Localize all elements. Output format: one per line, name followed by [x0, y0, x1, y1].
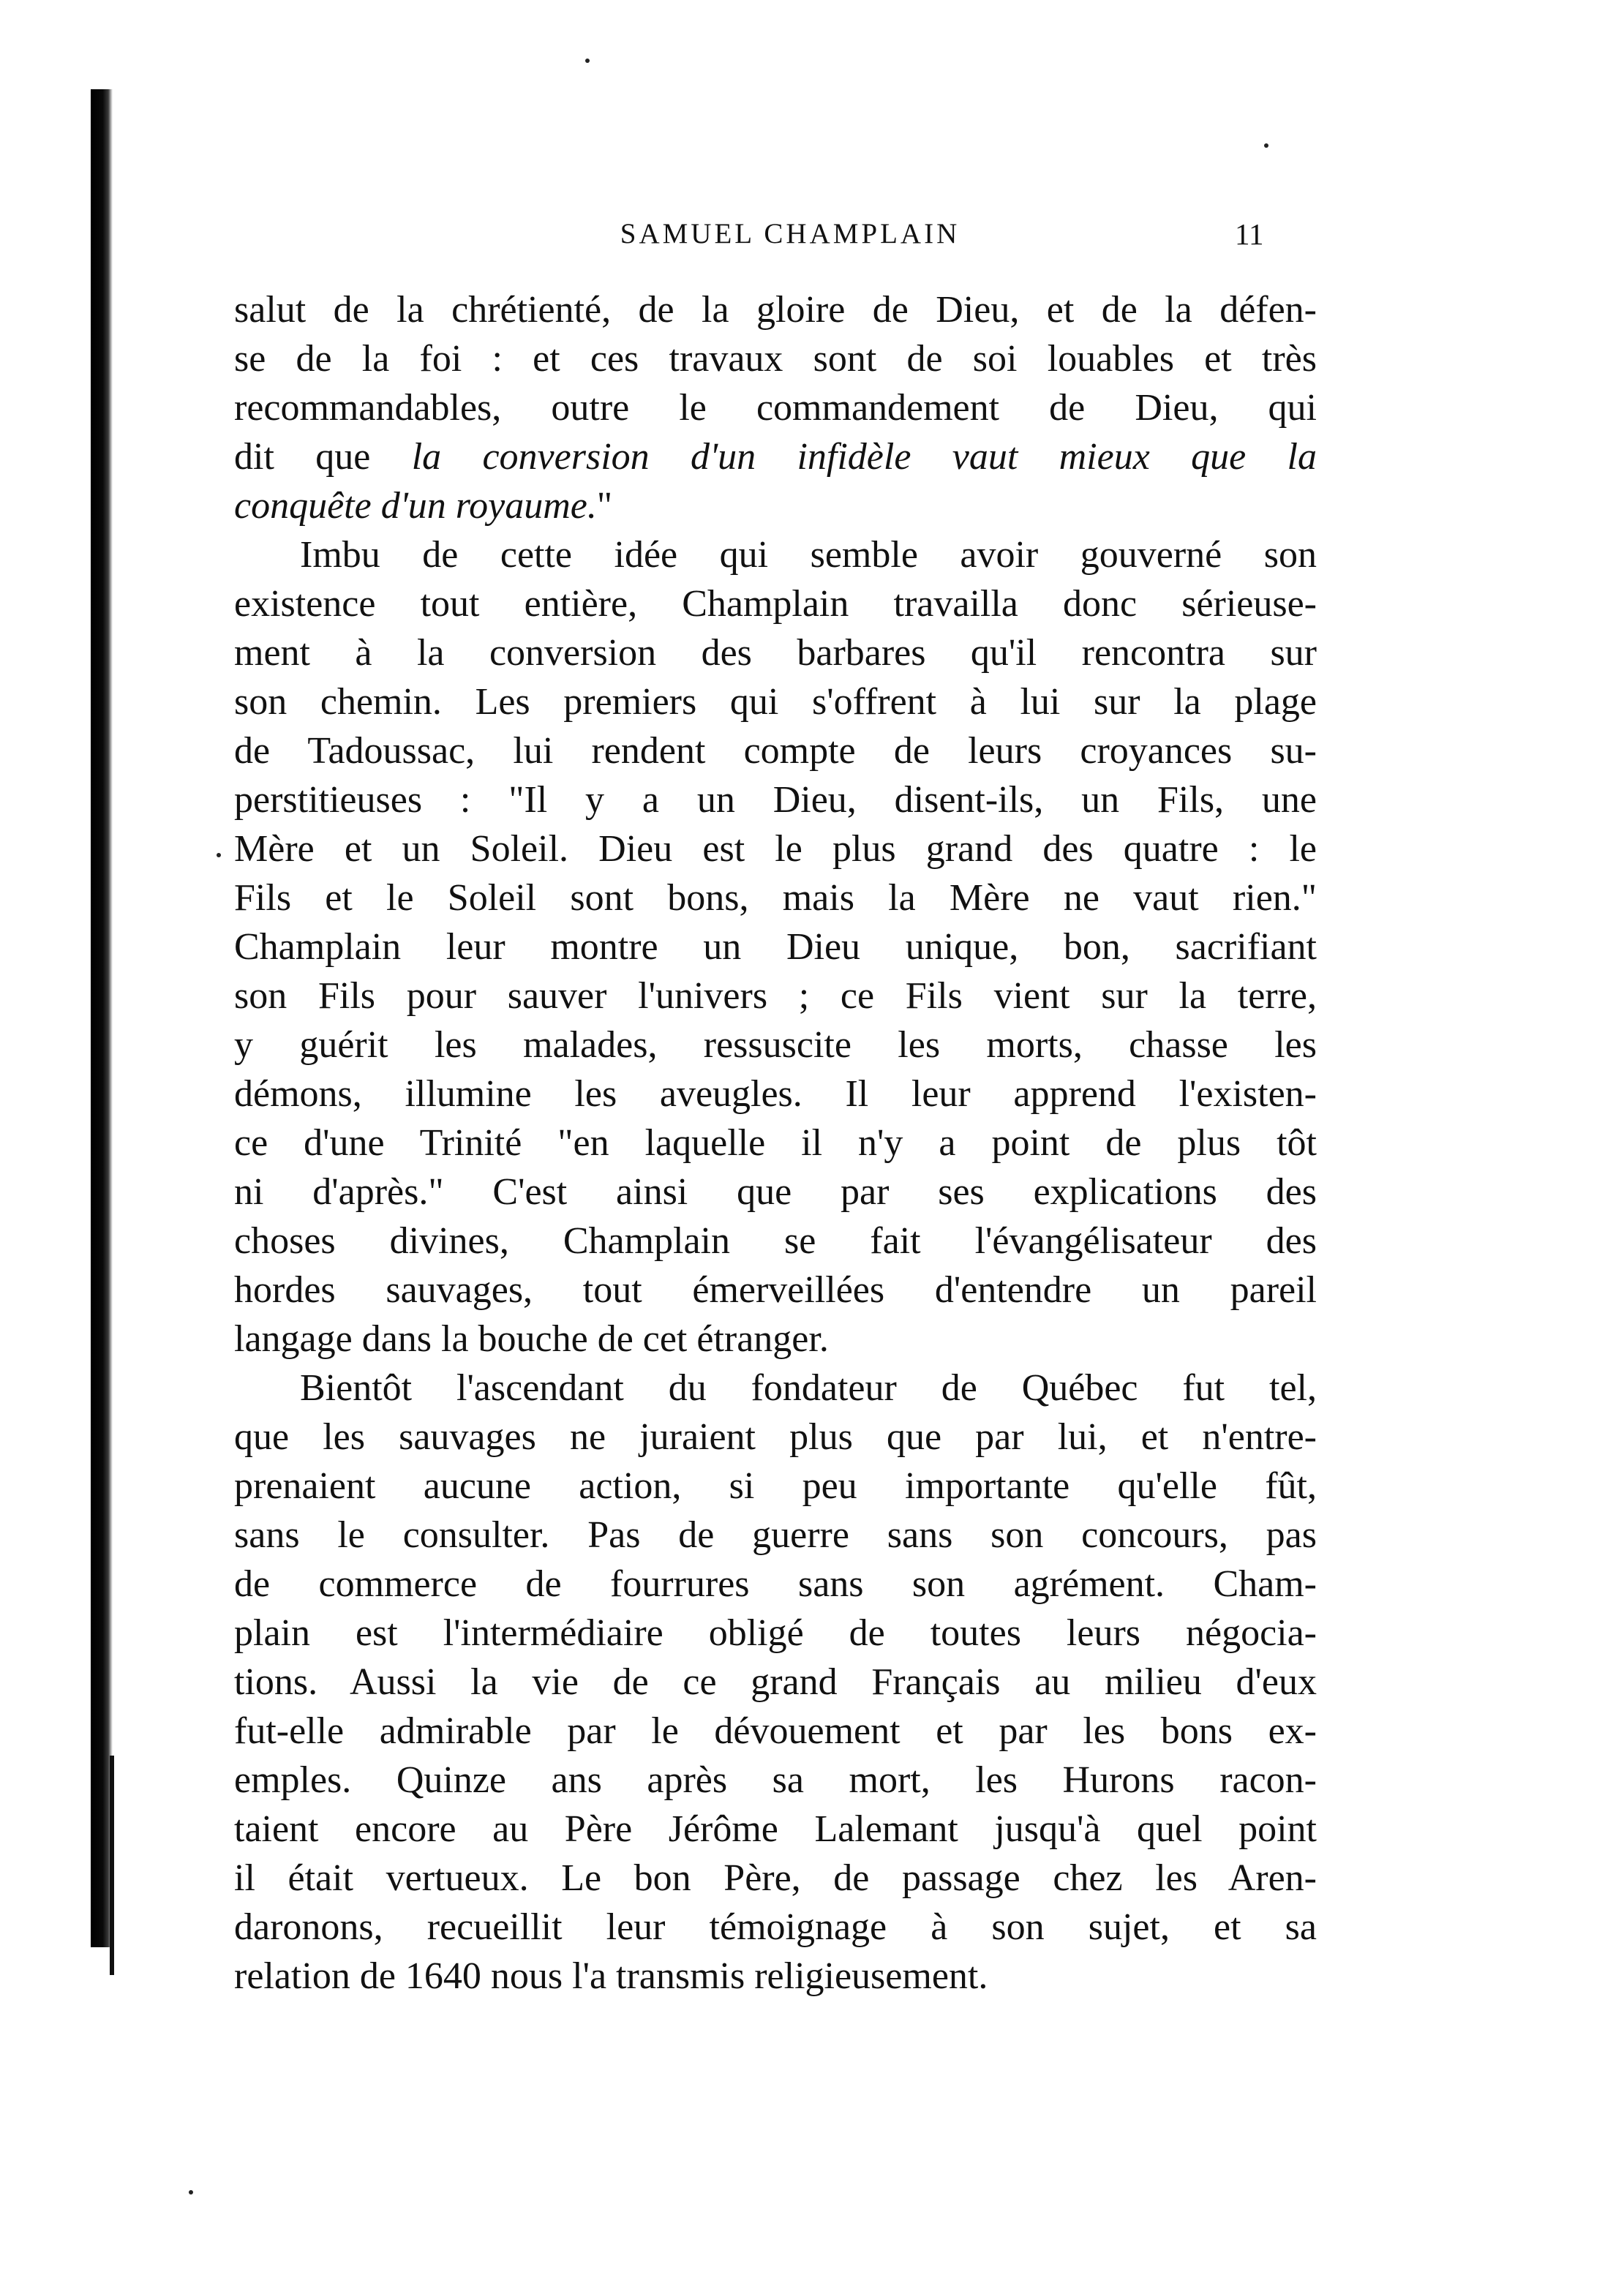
text-line: emples. Quinze ans après sa mort, les Hurons racon- — [234, 1759, 1317, 1801]
text-line: sans le consulter. Pas de guerre sans son concours, pas — [234, 1514, 1317, 1556]
text-line: langage dans la bouche de cet étranger. — [234, 1318, 829, 1360]
closing-quote: " — [596, 485, 613, 527]
text-line: tions. Aussi la vie de ce grand Français au milieu d'eux — [234, 1661, 1317, 1703]
text-line: Champlain leur montre un Dieu unique, bon, sacrifiant — [234, 926, 1317, 968]
text-line: ce d'une Trinité "en laquelle il n'y a point de plus tôt — [234, 1122, 1317, 1164]
text-line: de Tadoussac, lui rendent compte de leurs croyances su- — [234, 730, 1317, 772]
page-binding-shadow-tail — [110, 1756, 114, 1975]
text-line: son Fils pour sauver l'univers ; ce Fils vient sur la terre, — [234, 975, 1317, 1017]
scan-speck — [585, 59, 590, 63]
text-line: Fils et le Soleil sont bons, mais la Mère ne vaut rien." — [234, 877, 1317, 919]
text-line: fut-elle admirable par le dévouement et par les bons ex- — [234, 1710, 1317, 1752]
text-line: démons, illumine les aveugles. Il leur apprend l'existen- — [234, 1073, 1317, 1115]
text-line: se de la foi : et ces travaux sont de soi louables et très — [234, 338, 1317, 380]
text-line: ni d'après." C'est ainsi que par ses explications des — [234, 1171, 1317, 1213]
text-line: Mère et un Soleil. Dieu est le plus grand des quatre : le — [234, 828, 1317, 870]
body-text — [234, 285, 1317, 2001]
scan-speck — [217, 853, 221, 857]
text-line-mixed — [234, 481, 1317, 530]
running-header — [0, 212, 1624, 256]
text-line: ment à la conversion des barbares qu'il rencontra sur — [234, 632, 1317, 674]
quotation-italic: conquête d'un royaume. — [234, 485, 597, 527]
text-line: perstitieuses : "Il y a un Dieu, disent-ils, un Fils, une — [234, 779, 1317, 821]
text-line: y guérit les malades, ressuscite les morts, chasse les — [234, 1024, 1317, 1066]
text-line: relation de 1640 nous l'a transmis religieusement. — [234, 1955, 988, 1997]
page-binding-shadow — [91, 89, 113, 1947]
paragraph-start: Imbu de cette idée qui semble avoir gouverné son — [300, 534, 1317, 576]
text-line: existence tout entière, Champlain travailla donc sérieuse- — [234, 583, 1317, 625]
text-line: de commerce de fourrures sans son agrément. Cham- — [234, 1563, 1317, 1605]
text-line: salut de la chrétienté, de la gloire de Dieu, et de la défen- — [234, 289, 1317, 331]
quotation-italic: la conversion d'un infidèle vaut mieux que la — [411, 436, 1317, 478]
text-line: daronons, recueillit leur témoignage à son sujet, et sa — [234, 1906, 1317, 1948]
scan-speck — [1264, 143, 1268, 148]
text-line: choses divines, Champlain se fait l'évangélisateur des — [234, 1220, 1317, 1262]
text-line: que les sauvages ne juraient plus que par lui, et n'entre- — [234, 1416, 1317, 1458]
text-fragment: dit que — [234, 436, 371, 478]
text-line: taient encore au Père Jérôme Lalemant jusqu'à quel point — [234, 1808, 1317, 1850]
running-title: SAMUEL CHAMPLAIN — [620, 218, 961, 249]
page-number: 11 — [1235, 217, 1264, 251]
scan-speck — [189, 2190, 193, 2194]
text-line: hordes sauvages, tout émerveillées d'entendre un pareil — [234, 1269, 1317, 1311]
text-line: plain est l'intermédiaire obligé de toutes leurs négocia- — [234, 1612, 1317, 1654]
paragraph-start: Bientôt l'ascendant du fondateur de Québec fut tel, — [300, 1367, 1317, 1409]
text-line-mixed — [234, 432, 1317, 481]
text-line: prenaient aucune action, si peu importante qu'elle fût, — [234, 1465, 1317, 1507]
text-line: recommandables, outre le commandement de Dieu, qui — [234, 387, 1317, 429]
text-line: son chemin. Les premiers qui s'offrent à lui sur la plage — [234, 681, 1317, 723]
text-line: il était vertueux. Le bon Père, de passage chez les Aren- — [234, 1857, 1317, 1899]
